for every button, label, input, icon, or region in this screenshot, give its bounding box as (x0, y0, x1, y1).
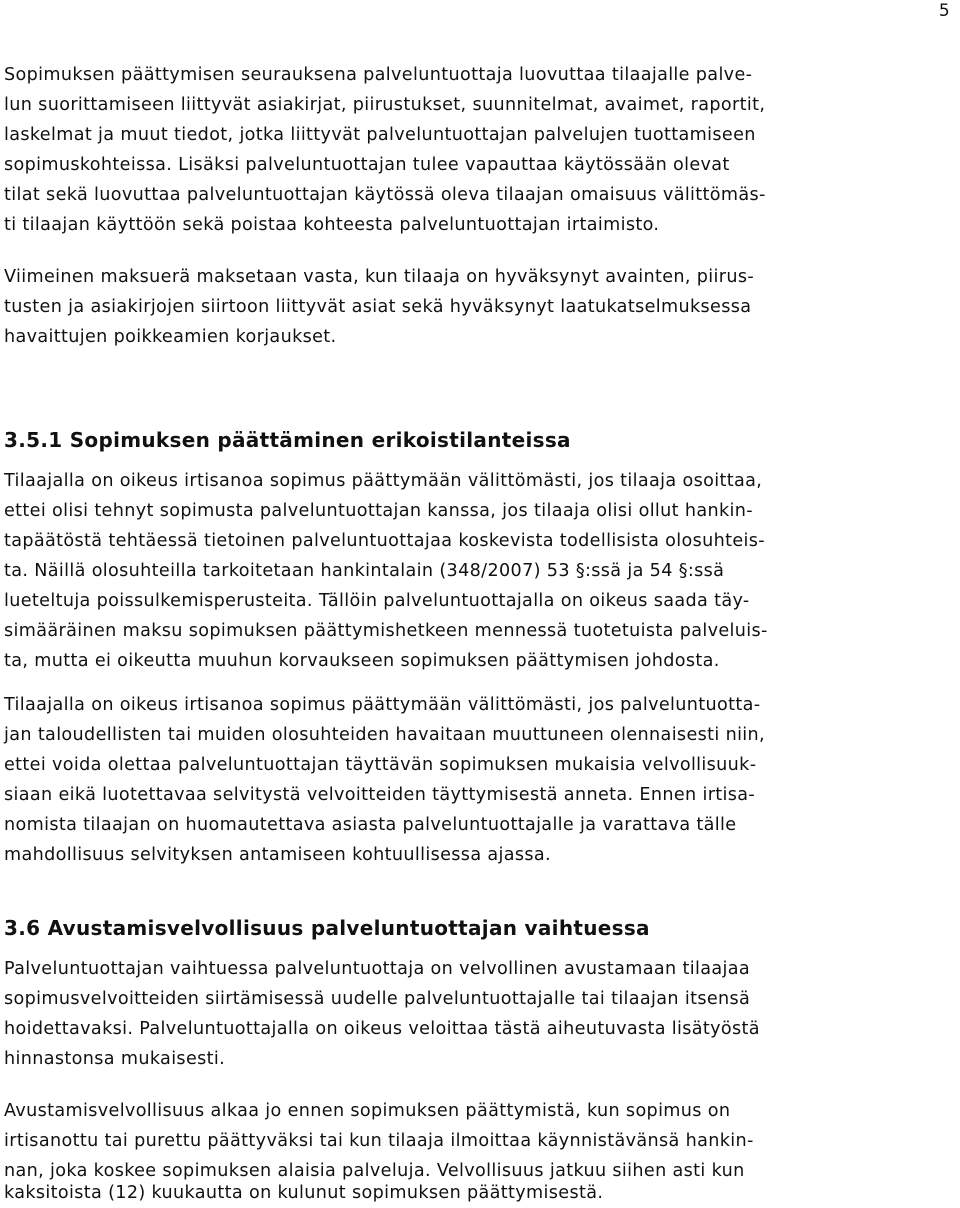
text-line: lueteltuja poissulkemisperusteita. Tällöin palveluntuottajalla on oikeus saada täy- (4, 591, 750, 611)
text-line: siaan eikä luotettavaa selvitystä velvoitteiden täyttymisestä anneta. Ennen irtisa- (4, 785, 756, 805)
text-line: Palveluntuottajan vaihtuessa palveluntuottaja on velvollinen avustamaan tilaajaa (4, 959, 750, 979)
text-line: hoidettavaksi. Palveluntuottajalla on oikeus veloittaa tästä aiheutuvasta lisätyöstä (4, 1019, 760, 1039)
text-line: tilat sekä luovuttaa palveluntuottajan käytössä oleva tilaajan omaisuus välittömäs- (4, 185, 766, 205)
page-number: 5 (938, 1, 950, 21)
text-line: nomista tilaajan on huomautettava asiasta palveluntuottajalle ja varattava tälle (4, 815, 737, 835)
text-line: ettei voida olettaa palveluntuottajan täyttävän sopimuksen mukaisia velvollisuuk- (4, 755, 757, 775)
text-line: sopimusvelvoitteiden siirtämisessä uudelle palveluntuottajalle tai tilaajan itsensä (4, 989, 751, 1009)
text-line: sopimuskohteissa. Lisäksi palveluntuottajan tulee vapauttaa käytössään olevat (4, 155, 730, 175)
text-line: ta, mutta ei oikeutta muuhun korvaukseen sopimuksen päättymisen johdosta. (4, 651, 720, 671)
section-heading-3-6: 3.6 Avustamisvelvollisuus palveluntuottajan vaihtuessa (4, 916, 650, 940)
text-line: tapäätöstä tehtäessä tietoinen palveluntuottajaa koskevista todellisista olosuhteis- (4, 531, 766, 551)
text-line: ettei olisi tehnyt sopimusta palveluntuottajan kanssa, jos tilaaja olisi ollut hankin- (4, 501, 753, 521)
text-line: kaksitoista (12) kuukautta on kulunut sopimuksen päättymisestä. (4, 1183, 604, 1203)
text-line: Sopimuksen päättymisen seurauksena palveluntuottaja luovuttaa tilaajalle palve- (4, 65, 753, 85)
text-line: irtisanottu tai purettu päättyväksi tai kun tilaaja ilmoittaa käynnistävänsä hankin- (4, 1131, 754, 1151)
text-line: jan taloudellisten tai muiden olosuhteiden havaitaan muuttuneen olennaisesti niin, (4, 725, 765, 745)
text-line: laskelmat ja muut tiedot, jotka liittyvät palveluntuottajan palvelujen tuottamiseen (4, 125, 756, 145)
text-line: ta. Näillä olosuhteilla tarkoitetaan hankintalain (348/2007) 53 §:ssä ja 54 §:ssä (4, 561, 725, 581)
text-line: havaittujen poikkeamien korjaukset. (4, 327, 337, 347)
text-line: lun suorittamiseen liittyvät asiakirjat, piirustukset, suunnitelmat, avaimet, raportit, (4, 95, 766, 115)
text-line: Viimeinen maksuerä maksetaan vasta, kun tilaaja on hyväksynyt avainten, piirus- (4, 267, 755, 287)
text-line: hinnastonsa mukaisesti. (4, 1049, 226, 1069)
text-line: simääräinen maksu sopimuksen päättymishetkeen mennessä tuotetuista palveluis- (4, 621, 768, 641)
text-line: tusten ja asiakirjojen siirtoon liittyvät asiat sekä hyväksynyt laatukatselmuksessa (4, 297, 752, 317)
text-line: Avustamisvelvollisuus alkaa jo ennen sopimuksen päättymistä, kun sopimus on (4, 1101, 731, 1121)
section-heading-3-5-1: 3.5.1 Sopimuksen päättäminen erikoistilanteissa (4, 428, 571, 452)
text-line: ti tilaajan käyttöön sekä poistaa kohteesta palveluntuottajan irtaimisto. (4, 215, 660, 235)
text-line: Tilaajalla on oikeus irtisanoa sopimus päättymään välittömästi, jos palveluntuotta- (4, 695, 761, 715)
text-line: mahdollisuus selvityksen antamiseen kohtuullisessa ajassa. (4, 845, 551, 865)
text-line: Tilaajalla on oikeus irtisanoa sopimus päättymään välittömästi, jos tilaaja osoittaa, (4, 471, 763, 491)
text-line: nan, joka koskee sopimuksen alaisia palveluja. Velvollisuus jatkuu siihen asti kun (4, 1161, 745, 1181)
